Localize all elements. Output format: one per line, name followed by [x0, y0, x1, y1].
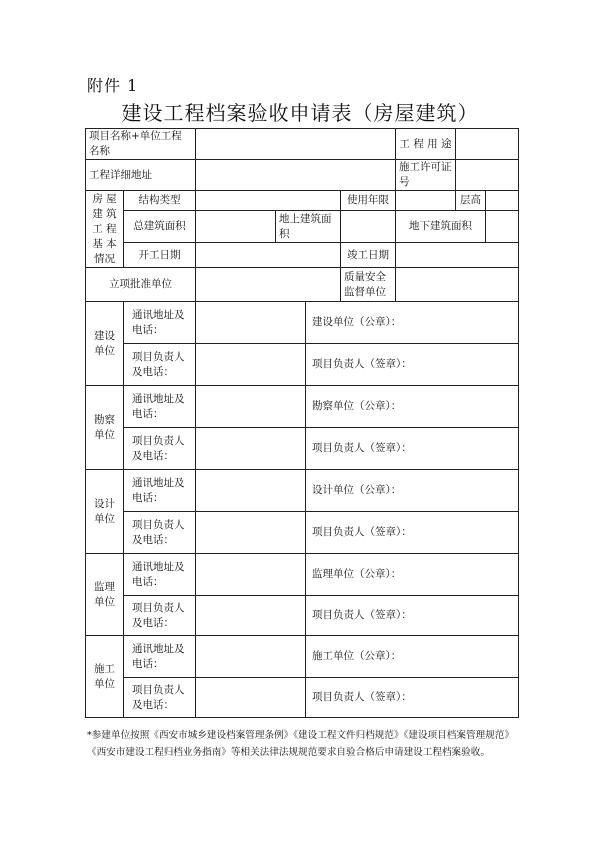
unit-leader-field[interactable]	[196, 428, 306, 470]
unit-leader-field[interactable]	[196, 678, 306, 718]
row-address	[86, 160, 519, 191]
unit-row-leader	[86, 678, 519, 718]
unit-contact-field[interactable]	[196, 302, 306, 344]
approval-unit-label: 立项批准单位	[86, 268, 196, 302]
footnote: *参建单位按照《西安市城乡建设档案管理条例》《建设工程文件归档规范》《建设项目档案管理规范》《西安市建设工程归档业务指南》等相关法律法规规范要求自验合格后申请建设工程档案验收。	[87, 730, 514, 758]
unit-leader-sign-label: 项目负责人（签章）：	[306, 596, 519, 636]
unit-contact-field[interactable]	[196, 470, 306, 512]
above-area-field[interactable]	[341, 211, 396, 243]
unit-contact-label: 通讯地址及电话：	[124, 386, 196, 428]
row-project-name	[86, 129, 519, 160]
start-date-field[interactable]	[196, 243, 341, 268]
unit-contact-label: 通讯地址及电话：	[124, 302, 196, 344]
unit-name-label: 施工单位	[86, 636, 124, 718]
unit-leader-sign-label: 项目负责人（签章）：	[306, 512, 519, 554]
unit-row-contact	[86, 302, 519, 344]
unit-leader-label: 项目负责人及电话：	[124, 678, 196, 718]
unit-row-leader	[86, 512, 519, 554]
floor-height-field[interactable]	[486, 191, 519, 211]
project-name-label: 项目名称+单位工程名称	[86, 129, 196, 160]
under-area-label: 地下建筑面积	[396, 211, 486, 243]
house-info-label: 房 屋 建 筑 工 程 基 本 情况	[86, 191, 124, 268]
row-approval	[86, 268, 519, 302]
total-area-label: 总建筑面积	[124, 211, 196, 243]
unit-leader-field[interactable]	[196, 596, 306, 636]
supervision-label: 质量安全监督单位	[341, 268, 396, 302]
start-date-label: 开工日期	[124, 243, 196, 268]
unit-seal-label: 施工单位（公章）：	[306, 636, 519, 678]
service-years-label: 使用年限	[341, 191, 396, 211]
supervision-field[interactable]	[396, 268, 519, 302]
application-form-table	[85, 128, 519, 718]
permit-label: 施工许可证号	[396, 160, 456, 191]
row-dates	[86, 243, 519, 268]
unit-row-contact	[86, 386, 519, 428]
unit-row-contact	[86, 470, 519, 512]
structure-label: 结构类型	[124, 191, 196, 211]
under-area-field[interactable]	[486, 211, 519, 243]
unit-row-contact	[86, 636, 519, 678]
unit-leader-label: 项目负责人及电话：	[124, 344, 196, 386]
project-use-field[interactable]	[456, 129, 519, 160]
attachment-label: 附件 1	[87, 76, 139, 95]
unit-leader-label: 项目负责人及电话：	[124, 428, 196, 470]
unit-contact-label: 通讯地址及电话：	[124, 636, 196, 678]
unit-contact-field[interactable]	[196, 636, 306, 678]
finish-date-label: 竣工日期	[341, 243, 396, 268]
unit-leader-label: 项目负责人及电话：	[124, 596, 196, 636]
structure-field[interactable]	[196, 191, 341, 211]
permit-field[interactable]	[456, 160, 519, 191]
unit-seal-label: 监理单位（公章）：	[306, 554, 519, 596]
row-structure	[86, 191, 519, 211]
unit-leader-field[interactable]	[196, 512, 306, 554]
unit-contact-field[interactable]	[196, 554, 306, 596]
row-area	[86, 211, 519, 243]
floor-height-label: 层高	[456, 191, 486, 211]
total-area-field[interactable]	[196, 211, 276, 243]
unit-name-label: 设计单位	[86, 470, 124, 554]
unit-name-label: 建设单位	[86, 302, 124, 386]
unit-leader-sign-label: 项目负责人（签章）：	[306, 428, 519, 470]
unit-leader-label: 项目负责人及电话：	[124, 512, 196, 554]
project-name-field[interactable]	[196, 129, 396, 160]
unit-row-leader	[86, 344, 519, 386]
unit-seal-label: 设计单位（公章）：	[306, 470, 519, 512]
project-use-label: 工 程 用 途	[396, 129, 456, 160]
finish-date-field[interactable]	[396, 243, 519, 268]
unit-contact-label: 通讯地址及电话：	[124, 470, 196, 512]
unit-contact-label: 通讯地址及电话：	[124, 554, 196, 596]
unit-leader-sign-label: 项目负责人（签章）：	[306, 344, 519, 386]
above-area-label: 地上建筑面积	[276, 211, 341, 243]
unit-contact-field[interactable]	[196, 386, 306, 428]
approval-unit-field[interactable]	[196, 268, 341, 302]
address-label: 工程详细地址	[86, 160, 196, 191]
unit-leader-sign-label: 项目负责人（签章）：	[306, 678, 519, 718]
unit-name-label: 监理单位	[86, 554, 124, 636]
unit-seal-label: 建设单位（公章）：	[306, 302, 519, 344]
unit-row-leader	[86, 428, 519, 470]
unit-name-label: 勘察单位	[86, 386, 124, 470]
service-years-field[interactable]	[396, 191, 456, 211]
address-field[interactable]	[196, 160, 396, 191]
unit-row-contact	[86, 554, 519, 596]
unit-seal-label: 勘察单位（公章）：	[306, 386, 519, 428]
unit-row-leader	[86, 596, 519, 636]
unit-leader-field[interactable]	[196, 344, 306, 386]
form-title: 建设工程档案验收申请表（房屋建筑）	[121, 101, 479, 125]
